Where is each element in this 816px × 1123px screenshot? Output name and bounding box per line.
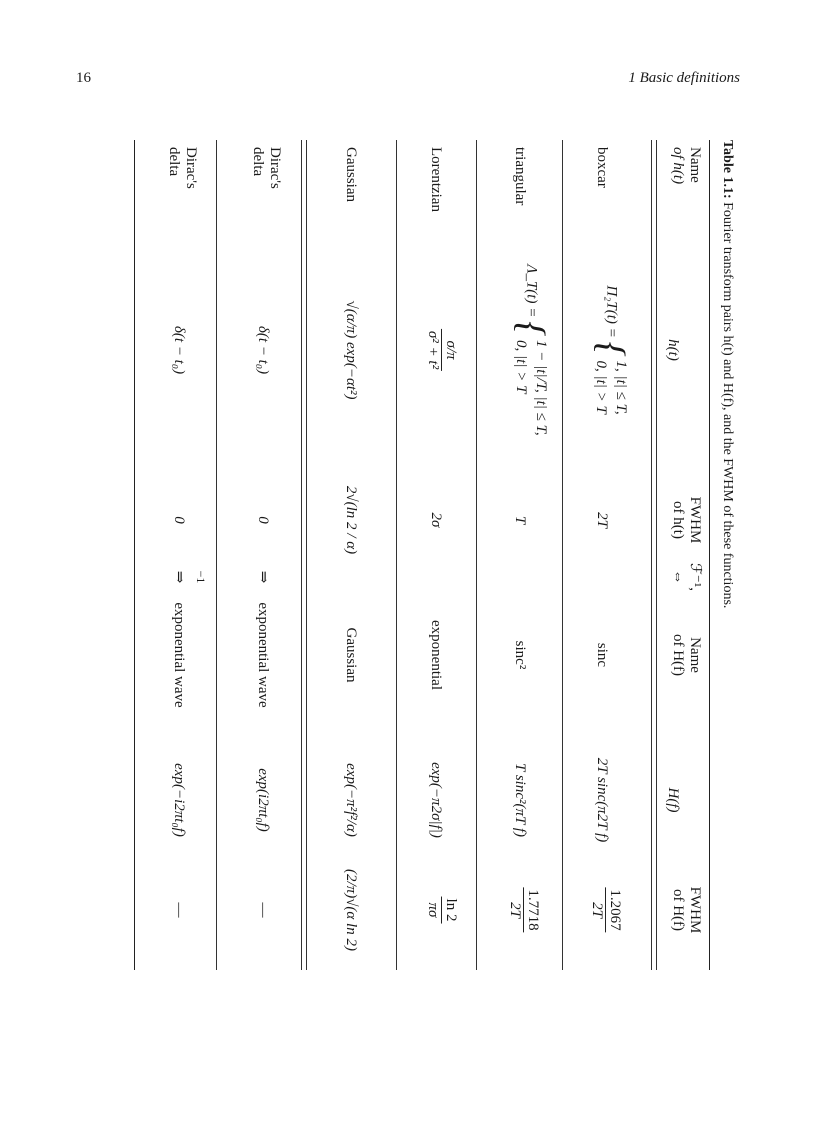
row-H-formula: exp(−i2πt₀f) — [171, 763, 187, 837]
row-H-formula: exp(−π2σ|f|) — [428, 762, 444, 838]
row-fwhm-H: — — [171, 902, 187, 918]
row-h-formula: δ(t − t₀) — [255, 325, 271, 375]
header-H: H(f) — [665, 787, 681, 813]
row-name-H: exponential — [428, 620, 444, 690]
header-transform: ℱ⁻¹, ⇔ — [669, 563, 703, 591]
running-head: 1 Basic definitions — [628, 70, 740, 86]
row-name-H: exponential wave — [255, 602, 271, 708]
row-transform: ⇒ — [255, 570, 271, 584]
row-name-H: sinc — [594, 642, 610, 668]
row-fwhm-h: 0 — [255, 516, 271, 524]
row-h-formula: Π₂T(t) = { 1, |t| ≤ T, 0, |t| > T — [589, 285, 632, 415]
row-name: Dirac's delta — [165, 147, 199, 189]
row-rule — [306, 140, 307, 970]
row-fwhm-H: (2/π)√(α ln 2) — [343, 869, 359, 951]
header-rule-2 — [651, 140, 652, 970]
row-name: triangular — [512, 147, 528, 206]
header-name-h: Name of h(t) — [669, 147, 703, 185]
row-rule — [476, 140, 477, 970]
page-number: 16 — [76, 70, 91, 86]
table-caption — [719, 140, 735, 970]
row-name: Lorentzian — [428, 147, 444, 212]
row-H-formula: exp(−π²f²/α) — [343, 763, 359, 837]
row-name: boxcar — [594, 147, 610, 188]
row-h-formula: δ(t − t₀) — [171, 325, 187, 375]
row-name-H: Gaussian — [343, 627, 359, 683]
row-fwhm-h: 0 — [171, 516, 187, 524]
row-rule — [301, 140, 302, 970]
row-fwhm-h: 2√(ln 2 / α) — [343, 485, 359, 555]
row-name: Gaussian — [343, 147, 359, 202]
table-bottom-rule — [134, 140, 135, 970]
row-transform-super: −1 — [194, 570, 208, 584]
header-name-H: Name of H(f) — [669, 633, 703, 677]
header-fwhm-H: FWHM of H(f) — [669, 886, 703, 934]
caption-label: Table 1.1: — [720, 140, 735, 199]
row-H-formula: exp(i2πt₀f) — [255, 768, 271, 832]
caption-text: Fourier transform pairs h(t) and H(f), and the FWHM of these functions. — [720, 198, 735, 609]
row-fwhm-h: 2T — [594, 512, 610, 528]
row-rule — [216, 140, 217, 970]
row-fwhm-h: 2σ — [428, 512, 444, 528]
header-fwhm-h: FWHM of h(t) — [669, 496, 703, 544]
row-H-formula: T sinc²(πT f) — [512, 763, 528, 837]
row-rule — [562, 140, 563, 970]
row-fwhm-H: 1.7718 2T — [506, 889, 541, 931]
row-fwhm-H: 1.2067 2T — [588, 889, 623, 931]
row-h-formula: σ/π σ² + t² — [424, 330, 459, 370]
row-fwhm-H: ln 2 πσ — [424, 898, 459, 922]
row-fwhm-h: T — [512, 515, 528, 525]
fourier-table — [115, 140, 735, 970]
row-name-H: exponential wave — [171, 602, 187, 708]
header-rule-1 — [656, 140, 657, 970]
row-H-formula: 2T sinc(π2T f) — [594, 757, 610, 843]
row-name-H: sinc² — [512, 640, 528, 670]
row-transform: ⇒ — [171, 570, 187, 584]
table-top-rule — [709, 140, 710, 970]
header-h: h(t) — [665, 339, 681, 361]
row-h-formula: √(α/π) exp(−αt²) — [343, 300, 359, 400]
row-h-formula: Λ_T(t) = { 1 − |t|/T, |t| ≤ T, 0, |t| > T — [509, 264, 552, 436]
row-name: Dirac's delta — [249, 147, 283, 189]
row-fwhm-H: — — [255, 902, 271, 918]
row-rule — [396, 140, 397, 970]
